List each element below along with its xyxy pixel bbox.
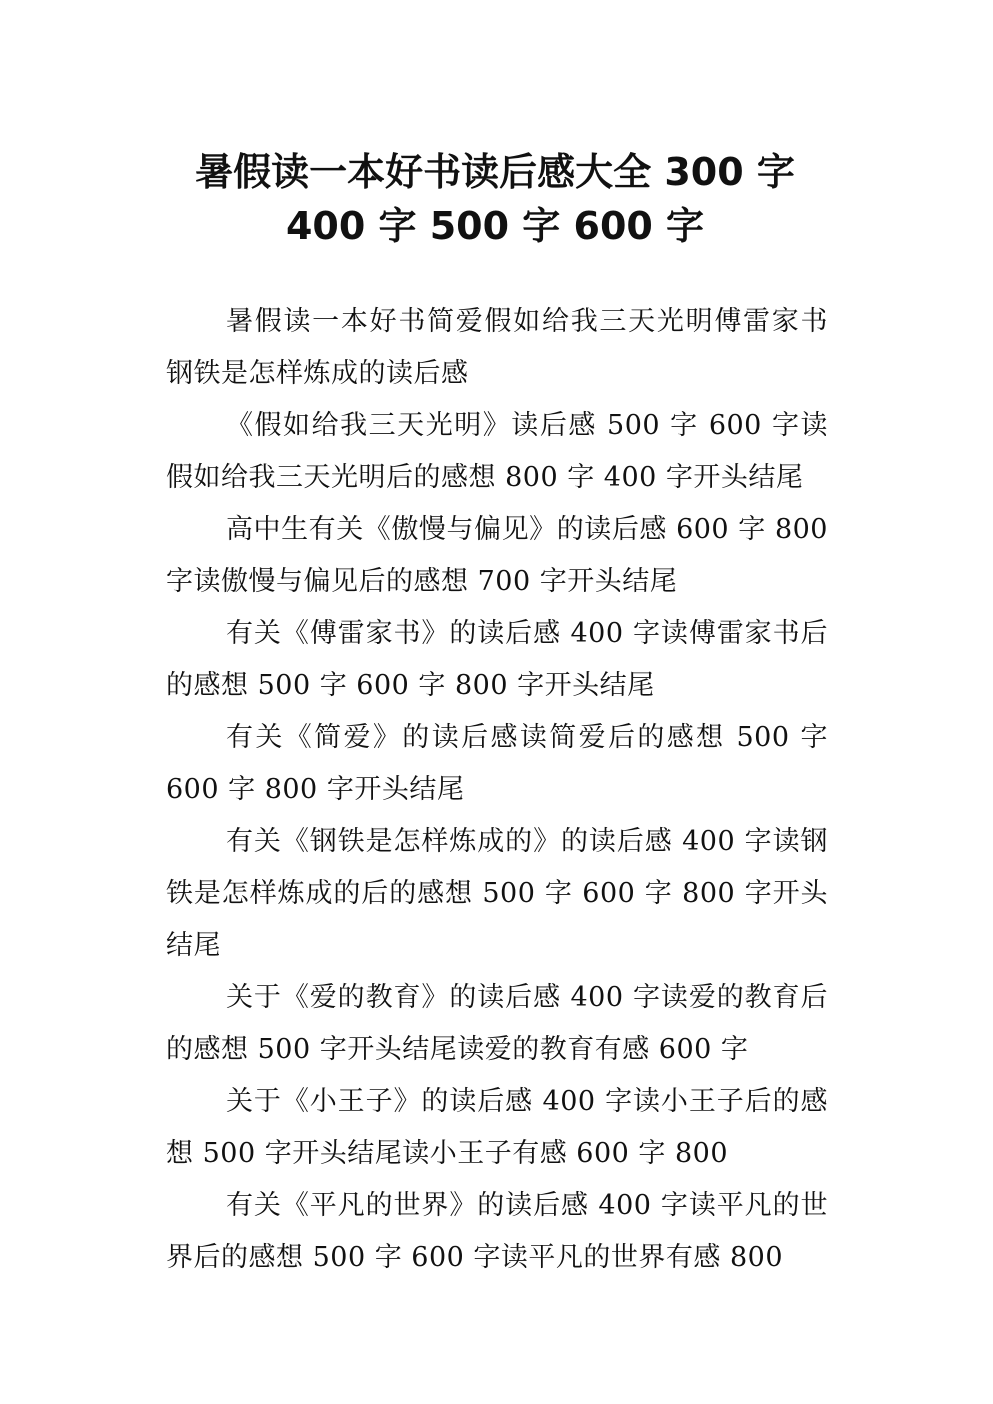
paragraph: 暑假读一本好书简爱假如给我三天光明傅雷家书钢铁是怎样炼成的读后感 — [166, 306, 828, 389]
paragraph: 关于《小王子》的读后感 400 字读小王子后的感想 500 字开头结尾读小王子有感 600 字 800 — [166, 1086, 828, 1169]
title-line-1: 暑假读一本好书读后感大全 300 字 — [195, 150, 795, 195]
title-line-2: 400 字 500 字 600 字 — [285, 204, 705, 249]
paragraph: 有关《平凡的世界》的读后感 400 字读平凡的世界后的感想 500 字 600 字读平凡的世界有感 800 — [166, 1190, 828, 1273]
paragraph: 关于《爱的教育》的读后感 400 字读爱的教育后的感想 500 字开头结尾读爱的教育有感 600 字 — [166, 982, 828, 1065]
paragraph: 有关《简爱》的读后感读简爱后的感想 500 字 600 字 800 字开头结尾 — [166, 722, 828, 805]
paragraph: 有关《傅雷家书》的读后感 400 字读傅雷家书后的感想 500 字 600 字 800 字开头结尾 — [166, 618, 828, 701]
document-body — [166, 296, 828, 1284]
paragraph: 《假如给我三天光明》读后感 500 字 600 字读假如给我三天光明后的感想 800 字 400 字开头结尾 — [166, 410, 828, 493]
paragraph: 有关《钢铁是怎样炼成的》的读后感 400 字读钢铁是怎样炼成的后的感想 500 字 600 字 800 字开头结尾 — [166, 826, 828, 961]
document-title — [150, 145, 840, 253]
paragraph: 高中生有关《傲慢与偏见》的读后感 600 字 800 字读傲慢与偏见后的感想 700 字开头结尾 — [166, 514, 828, 597]
